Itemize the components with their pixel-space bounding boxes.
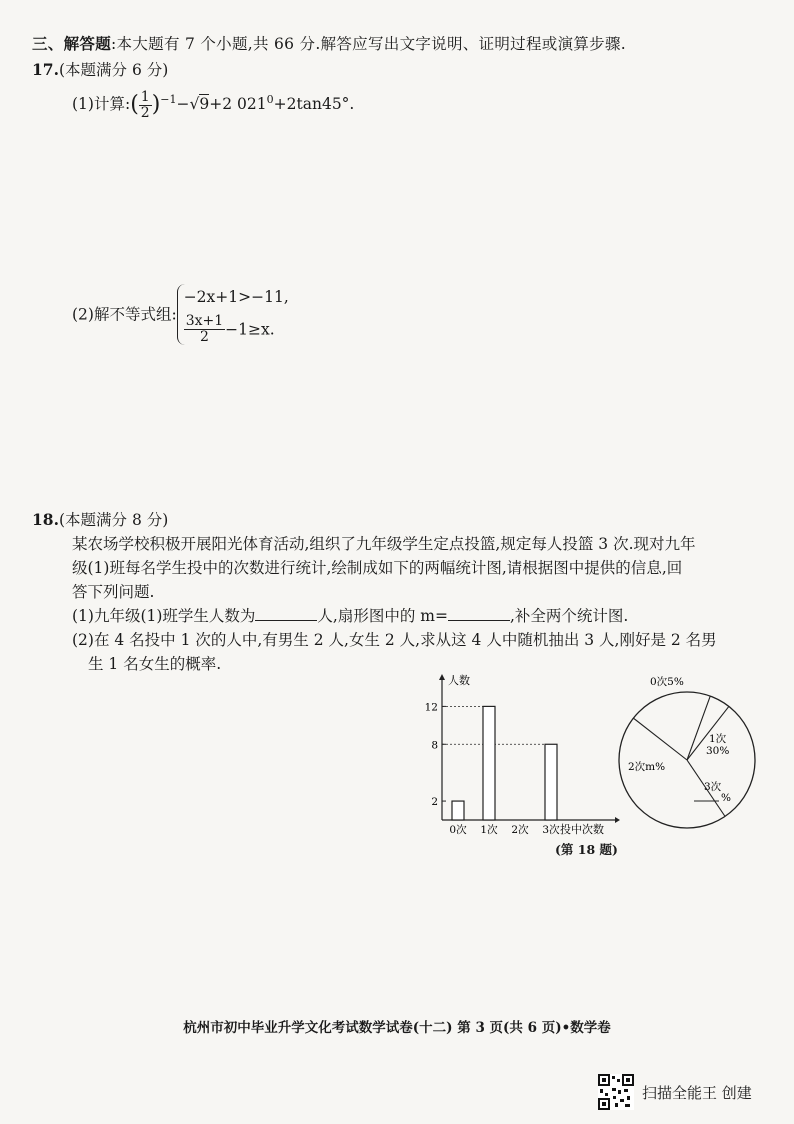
q17-part2 [72,284,289,345]
q17-tan: +2tan45°. [273,95,355,114]
q18-number: 18. [32,510,59,529]
x-tick-label-1: 1次 [480,824,498,836]
q18-text-line3: 答下列问题. [72,583,155,601]
q17-sqrt-arg: 9 [199,95,210,114]
bar-chart [420,670,620,840]
q18-sub1-b: 人,扇形图中的 m= [317,607,448,625]
q17-frac-den: 2 [140,104,150,121]
q17-fraction [139,90,152,121]
inequality-frac-den: 2 [199,329,209,345]
inequality-row1: −2x+1>−11, [183,288,289,306]
bar-0 [452,801,464,820]
q17-year: +2 021 [209,95,267,114]
q18-sub2-line1: (2)在 4 名投中 1 次的人中,有男生 2 人,女生 2 人,求从这 4 人中随机抽出 3 人,刚好是 2 名男 [72,631,717,649]
x-tick-label-3: 3次 [542,824,560,836]
q18-header [32,508,168,530]
bar-3 [545,744,557,820]
section-note: :本大题有 7 个小题,共 66 分.解答应写出文字说明、证明过程或演算步骤. [111,35,627,53]
q18-text-line1: 某农场学校积极开展阳光体育活动,组织了九年级学生定点投篮,规定每人投篮 3 次.现对九年 [72,535,696,553]
q18-sub2-line2: 生 1 名女生的概率. [88,655,222,673]
paren-open: ( [130,92,139,118]
y-axis-arrow-icon [439,674,445,680]
figure-caption: (第 18 题) [555,842,618,857]
q18-points: (本题满分 8 分) [58,511,169,529]
q18-text-line2: 级(1)班每名学生投中的次数进行统计,绘制成如下的两幅统计图,请根据图中提供的信息,回 [72,559,683,577]
x-tick-label-0: 0次 [449,824,467,836]
q17-minus: − [176,95,190,114]
x-axis-label: 投中次数 [560,823,604,836]
inequality-row2 [184,310,289,345]
q17-part2-prefix: (2)解不等式组: [72,305,177,324]
bar-1 [483,706,495,820]
y-tick-label-2: 2 [431,796,438,809]
q17-exponent: −1 [160,93,177,106]
q17-zero-exp: 0 [266,93,274,106]
q17-header [32,58,168,80]
q18-sub1-c: ,补全两个统计图. [509,607,629,625]
m-value-blank [448,604,510,621]
section-heading [32,32,626,54]
scanner-watermark: 扫描全能王 创建 [642,1084,752,1102]
pie-label-3: 3次 [704,781,722,793]
qr-code-icon [598,1074,634,1110]
paren-close: ) [151,92,161,118]
q17-points: (本题满分 6 分) [58,61,169,79]
q18-sub1 [72,604,628,628]
inequality-frac-num: 3x+1 [185,313,224,329]
q17-part1-prefix: (1)计算: [72,95,131,114]
pie-label-1: 1次 [709,733,727,745]
section-title: 三、解答题 [32,34,112,53]
pie-divider-3 [633,718,687,760]
pie-label-0: 0次5% [650,676,684,688]
pie-value-1: 30% [706,745,730,757]
inequality-fraction [184,314,225,345]
q18-sub1-a: (1)九年级(1)班学生人数为 [72,607,256,625]
x-tick-label-2: 2次 [511,824,529,836]
inequality-system [177,284,289,345]
y-axis-label: 人数 [448,674,470,687]
q17-frac-num: 1 [140,88,150,105]
y-tick-label-12: 12 [424,701,438,714]
page-footer: 杭州市初中毕业升学文化考试数学试卷(十二) 第 3 页(共 6 页)•数学卷 [183,1020,611,1036]
pie-chart [614,670,764,840]
y-tick-label-8: 8 [431,739,438,752]
student-count-blank [255,604,317,621]
inequality-row2-rest: −1≥x. [225,320,275,339]
pie-label-2: 2次m% [628,761,666,773]
pie-value-3: % [721,792,731,804]
sqrt-icon: √ [189,95,200,114]
q17-part1 [72,88,354,121]
q17-number: 17. [32,60,59,79]
